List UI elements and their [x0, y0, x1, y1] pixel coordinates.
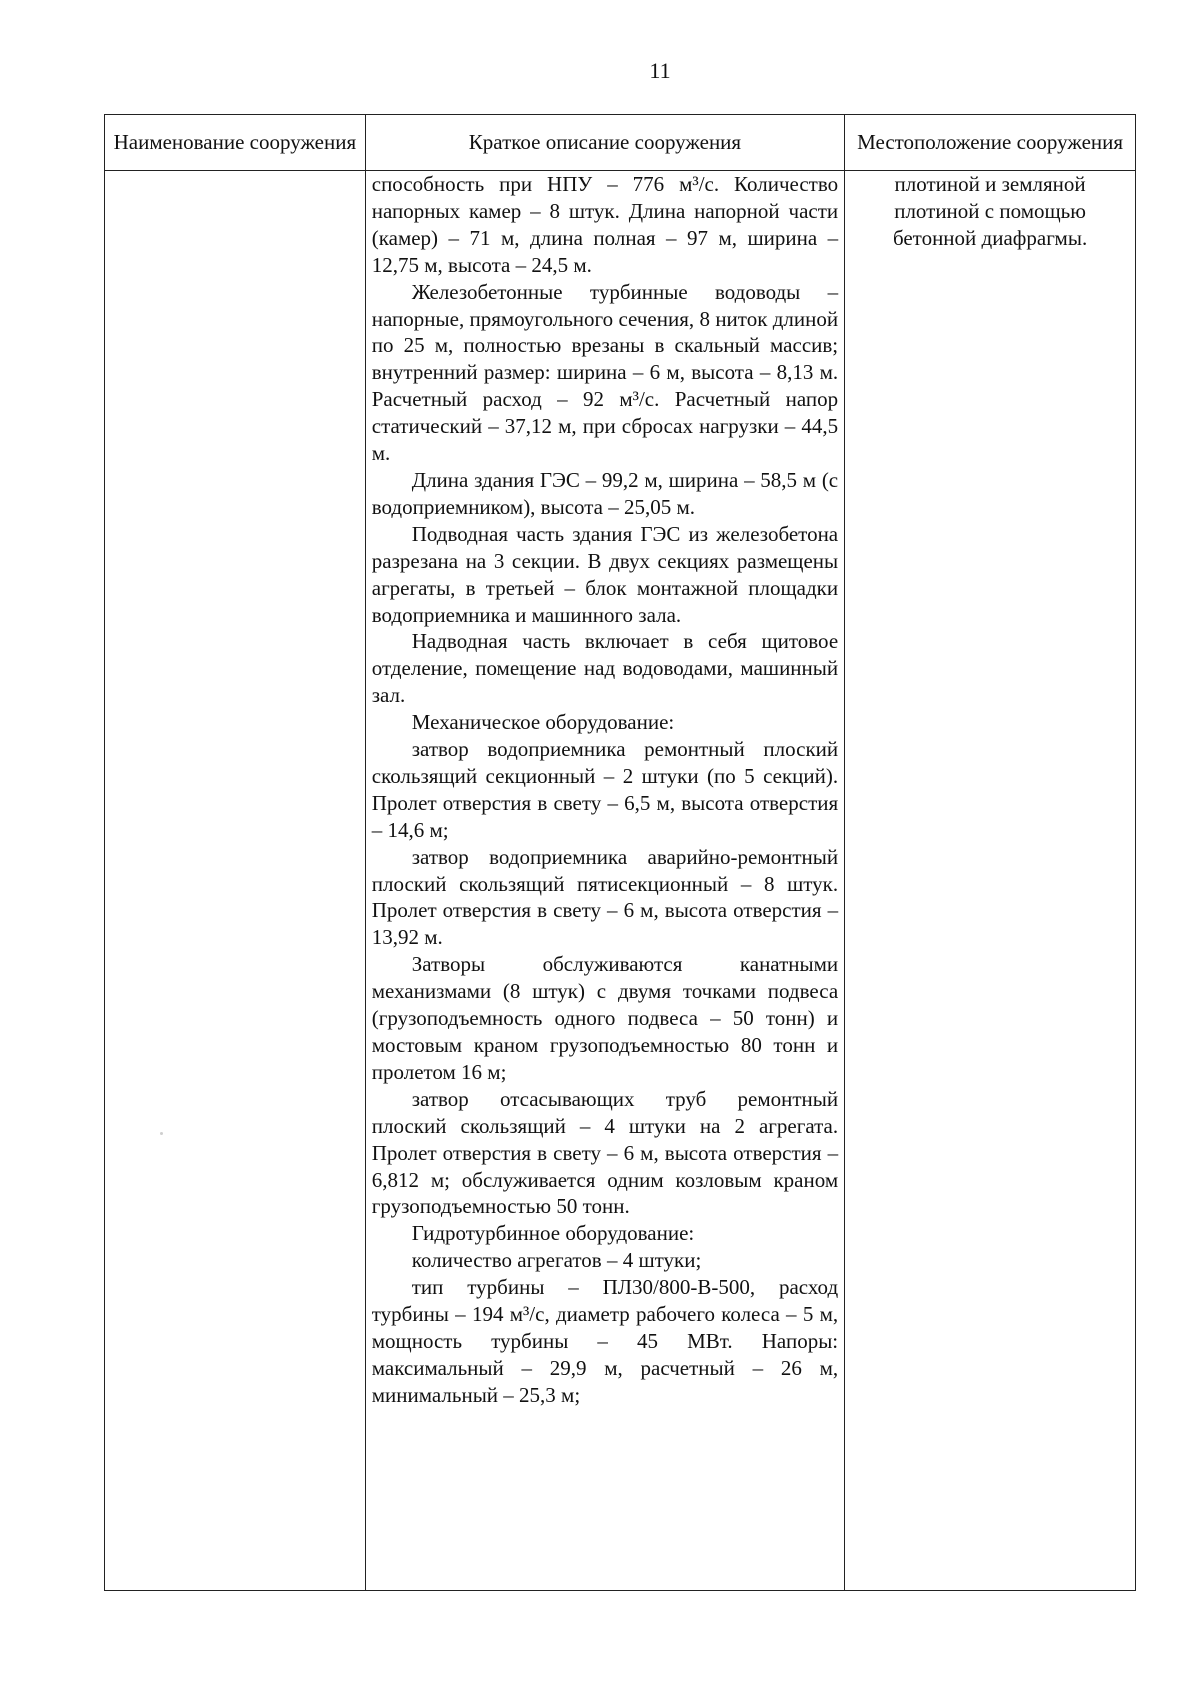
description-paragraph: затвор водоприемника аварийно-ремонтный плоский скользящий пятисекционный – 8 штук. Пролет отверстия в свету – 6 м, высота отверстия – 13,92 м.	[371, 844, 839, 950]
scan-speck	[160, 1132, 163, 1135]
description-paragraph: Длина здания ГЭС – 99,2 м, ширина – 58,5 м (с водоприемником), высота – 25,05 м.	[371, 467, 839, 519]
table-row	[105, 171, 1136, 1591]
header-structure-location: Местоположение сооружения	[845, 115, 1136, 171]
description-paragraph: Надводная часть включает в себя щитовое отделение, помещение над водоводами, машинный зал.	[371, 629, 839, 708]
page-number: 11	[649, 58, 671, 83]
description-paragraphs	[372, 171, 838, 1409]
description-paragraph: тип турбины – ПЛ30/800-В-500, расход турбины – 194 м³/с, диаметр рабочего колеса – 5 м, мощность турбины – 45 МВт. Напоры: максимальный – 29,9 м, расчетный – 26 м, минимальный – 25,3 м;	[371, 1275, 839, 1407]
structures-table	[104, 114, 1136, 1591]
description-paragraph: Железобетонные турбинные водоводы – напорные, прямоугольного сечения, 8 ниток длиной по 25 м, полностью врезаны в скальный массив; внутренний размер: ширина – 6 м, высота – 8,13 м. Расчетный расход – 92 м³/с. Расчетный напор статический – 37,12 м, при сбросах нагрузки – 44,5 м.	[371, 279, 839, 466]
structure-description-cell	[365, 171, 844, 1591]
description-paragraph: затвор водоприемника ремонтный плоский скользящий секционный – 2 штуки (по 5 секций). Пролет отверстия в свету – 6,5 м, высота отверстия – 14,6 м;	[371, 737, 839, 842]
structure-location-text: плотиной и земляной плотиной с помощью бетонной диафрагмы.	[892, 172, 1088, 250]
table-header-row	[105, 115, 1136, 171]
description-paragraph: затвор отсасывающих труб ремонтный плоский скользящий – 4 штуки на 2 агрегата. Пролет отверстия в свету – 6 м, высота отверстия – 6,812 м; обслуживается одним козловым краном грузоподъемностью 50 тонн.	[371, 1086, 839, 1219]
header-structure-name: Наименование сооружения	[105, 115, 366, 171]
structure-location-cell	[845, 171, 1136, 1591]
description-paragraph: Подводная часть здания ГЭС из железобетона разрезана на 3 секции. В двух секциях размещены агрегаты, в третьей – блок монтажной площадки водоприемника и машинного зала.	[371, 521, 839, 627]
description-paragraph: способность при НПУ – 776 м³/с. Количество напорных камер – 8 штук. Длина напорной части (камер) – 71 м, длина полная – 97 м, ширина – 12,75 м, высота – 24,5 м.	[371, 172, 839, 277]
description-paragraph: Гидротурбинное оборудование:	[411, 1221, 695, 1246]
description-paragraph: Затворы обслуживаются канатными механизмами (8 штук) с двумя точками подвеса (грузоподъемность одного подвеса – 50 тонн) и мостовым краном грузоподъемностью 80 тонн и пролетом 16 м;	[371, 952, 839, 1084]
description-paragraph: количество агрегатов – 4 штуки;	[411, 1248, 702, 1273]
header-structure-description: Краткое описание сооружения	[365, 115, 844, 171]
structure-name-cell	[105, 171, 366, 1591]
description-paragraph: Механическое оборудование:	[411, 710, 675, 735]
